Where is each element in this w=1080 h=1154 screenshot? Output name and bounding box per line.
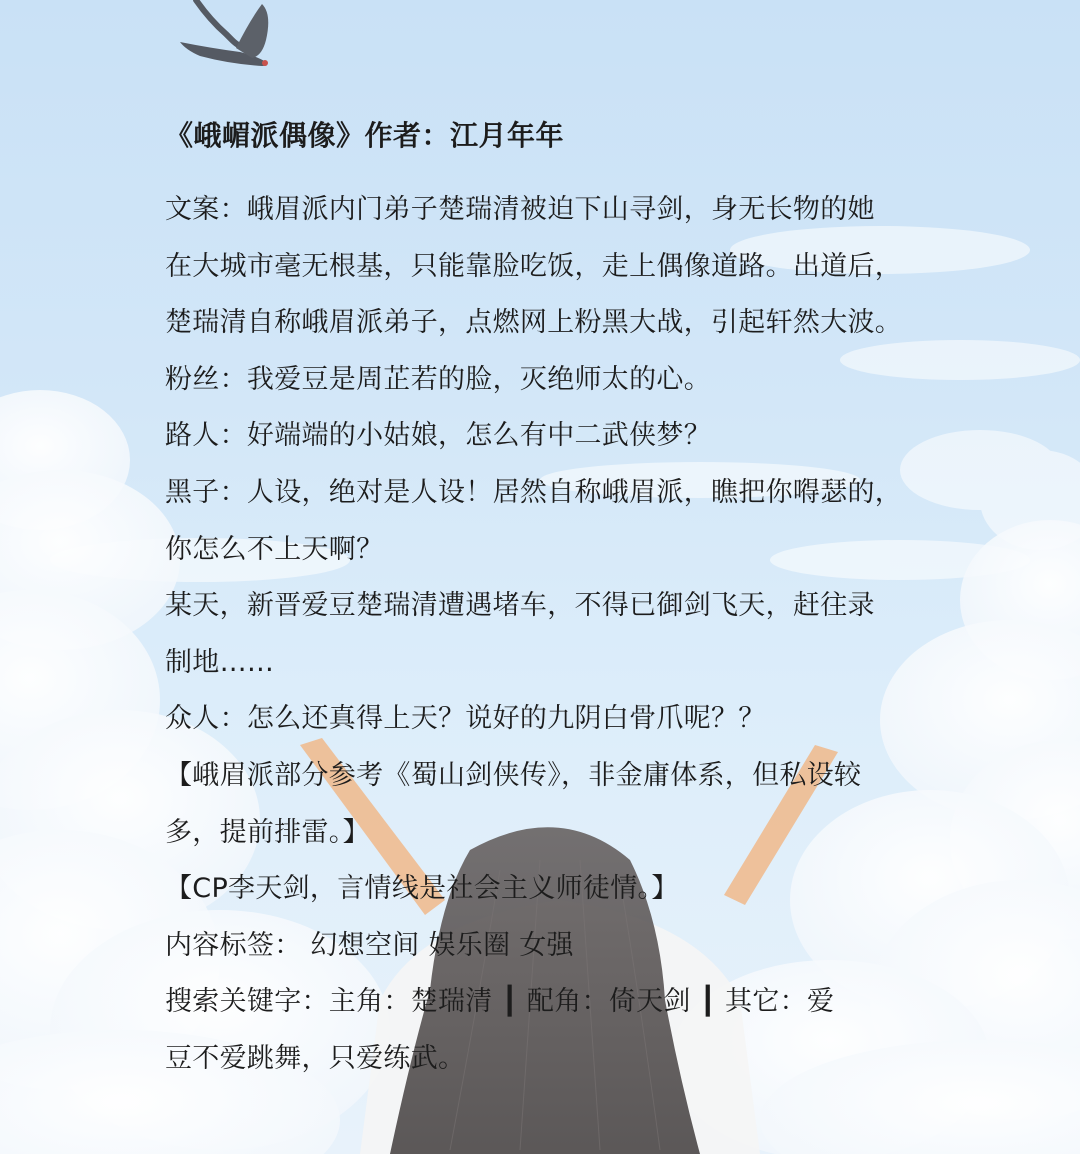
content-tags-line: 内容标签： 幻想空间 娱乐圈 女强 xyxy=(165,929,574,961)
intro-line: 粉丝：我爱豆是周芷若的脸，灭绝师太的心。 xyxy=(165,363,711,395)
novel-intro xyxy=(165,112,925,1088)
intro-line: 某天，新晋爱豆楚瑞清遭遇堵车，不得已御剑飞天，赶往录 xyxy=(165,590,875,622)
intro-line: 【峨眉派部分参考《蜀山剑侠传》，非金庸体系，但私设较 xyxy=(165,759,862,791)
intro-line: 众人：怎么还真得上天？说好的九阴白骨爪呢？？ xyxy=(165,703,766,735)
intro-line: 在大城市毫无根基，只能靠脸吃饭，走上偶像道路。出道后， xyxy=(165,250,903,282)
swallow-icon xyxy=(180,0,268,66)
intro-line: 多，提前排雷。】 xyxy=(165,816,370,848)
novel-title: 《峨嵋派偶像》作者：江月年年 xyxy=(165,119,565,152)
intro-line: 黑子：人设，绝对是人设！居然自称峨眉派，瞧把你嘚瑟的， xyxy=(165,476,903,508)
search-keywords-line: 搜索关键字：主角：楚瑞清 ┃ 配角：倚天剑 ┃ 其它：爱 xyxy=(165,986,835,1018)
intro-line: 楚瑞清自称峨眉派弟子，点燃网上粉黑大战，引起轩然大波。 xyxy=(165,307,903,339)
intro-line: 制地…… xyxy=(165,646,275,678)
intro-line: 路人：好端端的小姑娘，怎么有中二武侠梦？ xyxy=(165,420,711,452)
intro-line: 你怎么不上天啊？ xyxy=(165,533,384,565)
intro-line: 【CP李天剑，言情线是社会主义师徒情。】 xyxy=(165,873,679,905)
intro-line: 豆不爱跳舞，只爱练武。 xyxy=(165,1042,466,1074)
intro-line: 文案：峨眉派内门弟子楚瑞清被迫下山寻剑，身无长物的她 xyxy=(165,194,875,225)
